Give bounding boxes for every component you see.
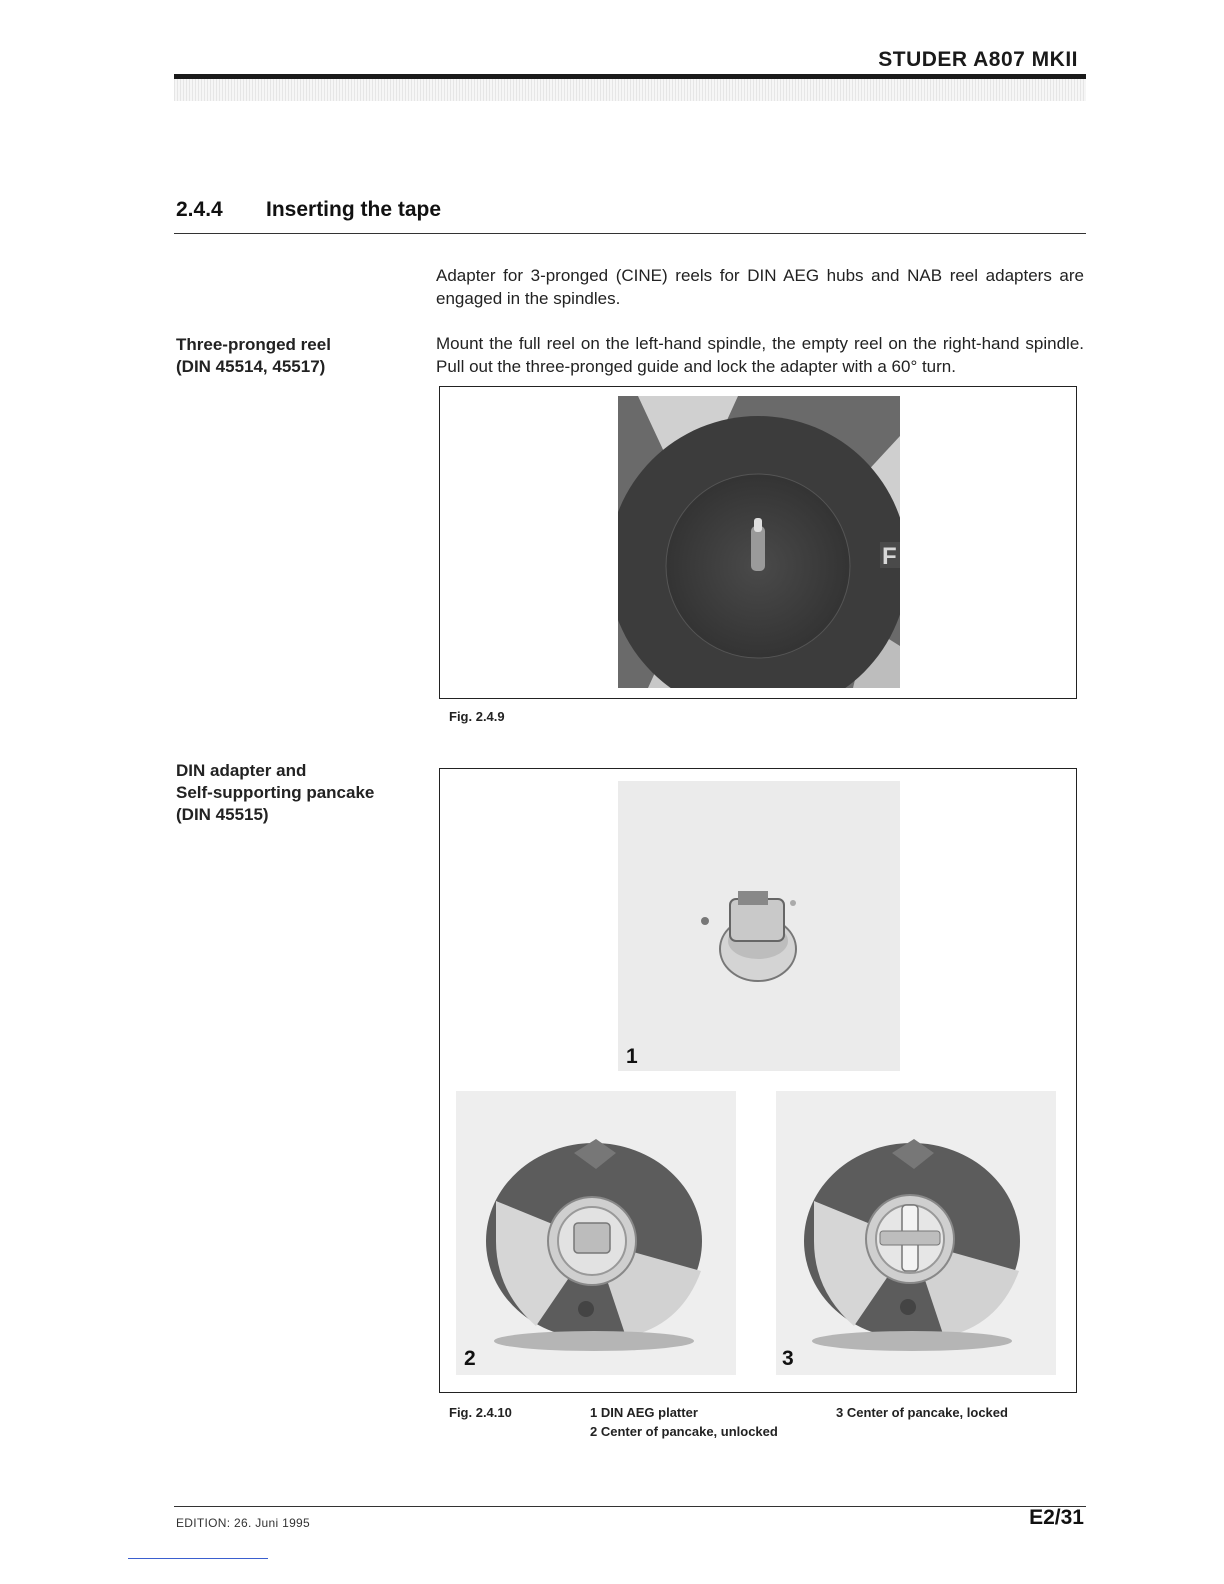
din-aeg-platter-photo: [618, 781, 900, 1071]
intro-paragraph: Adapter for 3-pronged (CINE) reels for DIN AEG hubs and NAB reel adapters are engaged in the spindles.: [436, 266, 1084, 308]
legend-item-3: 3 Center of pancake, locked: [836, 1405, 1008, 1420]
document-header-title: STUDER A807 MKII: [878, 48, 1078, 71]
three-pronged-reel-photo: [618, 396, 900, 688]
callout-1: 1: [626, 1045, 638, 1068]
pancake-unlocked-photo: [456, 1091, 736, 1375]
section-rule: [174, 233, 1086, 234]
section-title: Inserting the tape: [266, 198, 442, 221]
side-label-line: Self-supporting pancake: [176, 783, 375, 802]
legend-item-1: 1 DIN AEG platter: [590, 1405, 698, 1420]
side-label-line: Three-pronged reel: [176, 335, 331, 354]
bottom-link-underline: [128, 1558, 268, 1559]
page-number: E2/31: [1029, 1506, 1084, 1529]
mount-paragraph: Mount the full reel on the left-hand spindle, the empty reel on the right-hand spindle. Pull out the three-pronged guide and lock the adapter with a 60° turn.: [436, 334, 1084, 376]
footer-rule: [174, 1506, 1086, 1507]
figure-2-4-9-frame: [439, 386, 1077, 699]
side-label-line: (DIN 45515): [176, 805, 269, 824]
callout-2: 2: [464, 1347, 476, 1370]
pancake-locked-photo: [776, 1091, 1056, 1375]
footer-edition: EDITION: 26. Juni 1995: [176, 1516, 310, 1530]
header-shaded-band: [174, 79, 1086, 101]
section-number: 2.4.4: [176, 198, 223, 221]
reel-lettering: F: [882, 543, 897, 570]
side-label-three-pronged: [176, 334, 331, 378]
side-label-din-adapter: [176, 760, 374, 826]
pancake-unlocked-illustration: [456, 1091, 736, 1375]
platter-illustration: [618, 781, 900, 1071]
figure-2-4-10-caption: Fig. 2.4.10: [449, 1405, 512, 1420]
reel-illustration: [618, 396, 900, 688]
callout-3: 3: [782, 1347, 794, 1370]
pancake-locked-illustration: [776, 1091, 1056, 1375]
figure-2-4-10-frame: [439, 768, 1077, 1393]
figure-2-4-9-caption: Fig. 2.4.9: [449, 709, 505, 724]
side-label-line: (DIN 45514, 45517): [176, 357, 326, 376]
side-label-line: DIN adapter and: [176, 761, 307, 780]
legend-item-2: 2 Center of pancake, unlocked: [590, 1424, 778, 1439]
